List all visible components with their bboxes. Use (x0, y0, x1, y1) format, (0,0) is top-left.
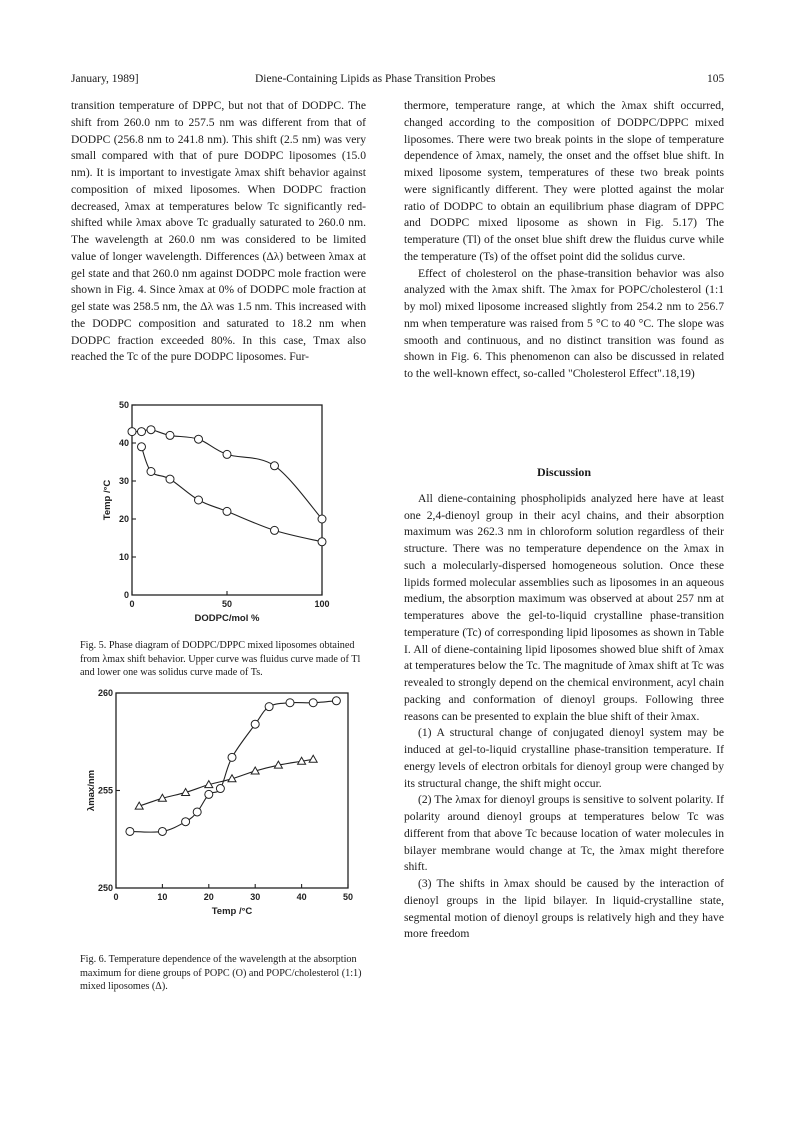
figure-5-chart (90, 400, 350, 624)
circle-marker (216, 785, 224, 793)
circle-marker (128, 428, 136, 436)
y-tick-label: 0 (123, 590, 129, 600)
discussion-paragraph-3: (2) The λmax for dienoyl groups is sensitive to solvent polarity. If polarity around dienoyl groups at temperatures below Tc was different from that above Tc because location of water molecules in bilayer membrane would change at Tc, the λmax might therefore shift. (404, 793, 724, 874)
y-tick-label: 20 (118, 514, 129, 524)
discussion-paragraph-4: (3) The shifts in λmax should be caused by the interaction of dienoyl groups in the lipid bilayer. In liquid-crystalline state, segmental motion of dienoyl groups is relatively high and they have more freedom (404, 877, 724, 941)
circle-marker (166, 431, 174, 439)
y-axis-label: λmax/nm (86, 769, 97, 812)
circle-marker (147, 426, 155, 434)
y-tick-label: 50 (118, 400, 129, 410)
discussion-paragraph-1: All diene-containing phospholipids analyzed here have at least one 2,4-dienoyl group in their acyl chains, and their absorption maximum was 262.3 nm in chloroform solution regardless of their structure. There was no temperature dependence on the λmax in such a molecularly-dispersed homogeneous solution. Once these lipids formed molecular assemblies such as liposomes in an aqueous medium, the absorption maximum was observed at about 257 nm at temperatures above the gel-to-liquid crystalline phase-transition temperature (Tc) of corresponding lipid liposomes as shown in Table I. All of diene-containing lipid liposomes showed blue shift of λmax at temperatures below the Tc. The magnitude of λmax shift at Tc was revealed to strongly depend on the chemical environment, acyl chain packing and conformation of dienoyl groups. Following three reasons can be presented to explain the blue shift of their λmax. (404, 491, 724, 723)
right-paragraph-1: thermore, temperature range, at which the λmax shift occurred, changed according to the composition of DODPC/DPPC mixed liposomes. There were two break points in the slope of temperature dependence of λmax, namely, the onset and the offset blue shift. In mixed liposome system, temperatures of these two break points were significantly different. They were plotted against the molar ratio of DODPC to obtain an equilibrium phase diagram of DPPC and DODPC mixed liposome as shown in Fig. 5.17) The temperature (Tl) of the onset blue shift drew the fluidus curve while the temperature (Ts) of the offset point did the solidus curve. (404, 99, 724, 263)
left-paragraph: transition temperature of DPPC, but not that of DODPC. The shift from 260.0 nm to 257.5 nm was different from that of DODPC (256.8 nm to 241.8 nm). This shift (2.5 nm) was very small compared with that of pure DODPC liposomes (15.0 nm). It is important to investigate λmax shift behavior against composition of mixed liposomes. When DODPC fraction decreased, λmax at temperatures below Tc significantly red-shifted while λmax above Tc gradually saturated to 260.0 nm. The wavelength at 260.0 nm was considered to be limited value of longer wavelength. Differences (Δλ) between λmax at gel state and that 260.0 nm against DODPC mole fraction were shown in Fig. 4. Since λmax at 0% of DODPC mole fraction at gel state was 258.5 nm, the Δλ was 1.5 nm. This increased with the DODPC composition and saturated to 18.2 nm when DODPC fraction exceeded 80%. In this case, Tmax also reached the Tc of the pure DODPC liposomes. Fur- (71, 99, 366, 364)
circle-marker (138, 443, 146, 451)
discussion-section (404, 464, 724, 943)
circle-marker (223, 450, 231, 458)
series-line-2 (142, 447, 323, 542)
x-tick-label: 0 (113, 892, 119, 902)
x-tick-label: 50 (221, 599, 233, 609)
circle-marker (158, 827, 166, 835)
circle-marker (271, 526, 279, 534)
y-tick-label: 30 (118, 476, 129, 486)
y-tick-label: 40 (118, 438, 129, 448)
circle-marker (182, 818, 190, 826)
y-tick-label: 260 (97, 688, 113, 698)
circle-marker (228, 753, 236, 761)
series-line-1 (130, 701, 336, 832)
circle-marker (205, 790, 213, 798)
y-axis-label: Temp /°C (102, 479, 113, 521)
y-tick-label: 250 (97, 883, 113, 893)
plot-frame (132, 405, 322, 595)
left-column-text (71, 98, 366, 366)
circle-marker (271, 462, 279, 470)
y-tick-label: 255 (97, 785, 113, 796)
figure-6-chart (78, 683, 358, 923)
circle-marker (223, 507, 231, 515)
right-paragraph-2: Effect of cholesterol on the phase-transition behavior was also analyzed with the λmax shift. The λmax for POPC/cholesterol (1:1 by mol) mixed liposome increased slightly from 254.2 nm to 256.7 nm when temperature was raised from 5 °C to 40 °C. The slope was smooth and continuous, and no distinct transition was found as shown in Fig. 6. This phenomenon can also be discussed in related to the well-known effect, so-called "Cholesterol Effect".18,19) (404, 266, 724, 380)
circle-marker (193, 808, 201, 816)
circle-marker (309, 699, 317, 707)
circle-marker (138, 428, 146, 436)
header-left: January, 1989] (71, 73, 139, 85)
x-axis-label: Temp /°C (211, 906, 253, 917)
x-tick-label: 30 (250, 892, 261, 902)
circle-marker (126, 827, 134, 835)
circle-marker (147, 468, 155, 476)
x-tick-label: 0 (129, 599, 135, 609)
circle-marker (195, 496, 203, 504)
header-page-number: 105 (707, 73, 725, 85)
x-tick-label: 40 (296, 892, 307, 902)
discussion-paragraph-2: (1) A structural change of conjugated dienoyl system may be induced at gel-to-liquid crystalline phase-transition temperature. If energy levels of electron orbitals for dienoyl group were changed by its structural change, the shift might occur. (404, 726, 724, 790)
header-center: Diene-Containing Lipids as Phase Transition Probes (255, 73, 496, 85)
circle-marker (265, 703, 273, 711)
circle-marker (318, 538, 326, 546)
x-tick-label: 20 (203, 892, 214, 902)
plot-frame (116, 693, 348, 888)
circle-marker (286, 699, 294, 707)
y-tick-label: 10 (118, 552, 129, 562)
discussion-heading: Discussion (536, 465, 592, 479)
x-tick-label: 50 (342, 892, 354, 902)
triangle-marker (309, 755, 317, 762)
figure-6-caption: Fig. 6. Temperature dependence of the wavelength at the absorption maximum for diene groups of POPC (O) and POPC/cholesterol (1:1) mixed liposomes (Δ). (80, 954, 362, 992)
circle-marker (332, 697, 340, 705)
right-column-text (404, 98, 724, 383)
figure-5-caption: Fig. 5. Phase diagram of DODPC/DPPC mixed liposomes obtained from λmax shift behavior. Upper curve was fluidus curve made of Tl and lower one was solidus curve made of Ts. (80, 640, 361, 678)
x-tick-label: 10 (157, 892, 168, 902)
x-axis-label: DODPC/mol % (194, 613, 260, 624)
series-line-1 (132, 430, 322, 519)
x-tick-label: 100 (314, 599, 330, 609)
circle-marker (166, 475, 174, 483)
circle-marker (251, 720, 259, 728)
circle-marker (195, 435, 203, 443)
circle-marker (318, 515, 326, 523)
